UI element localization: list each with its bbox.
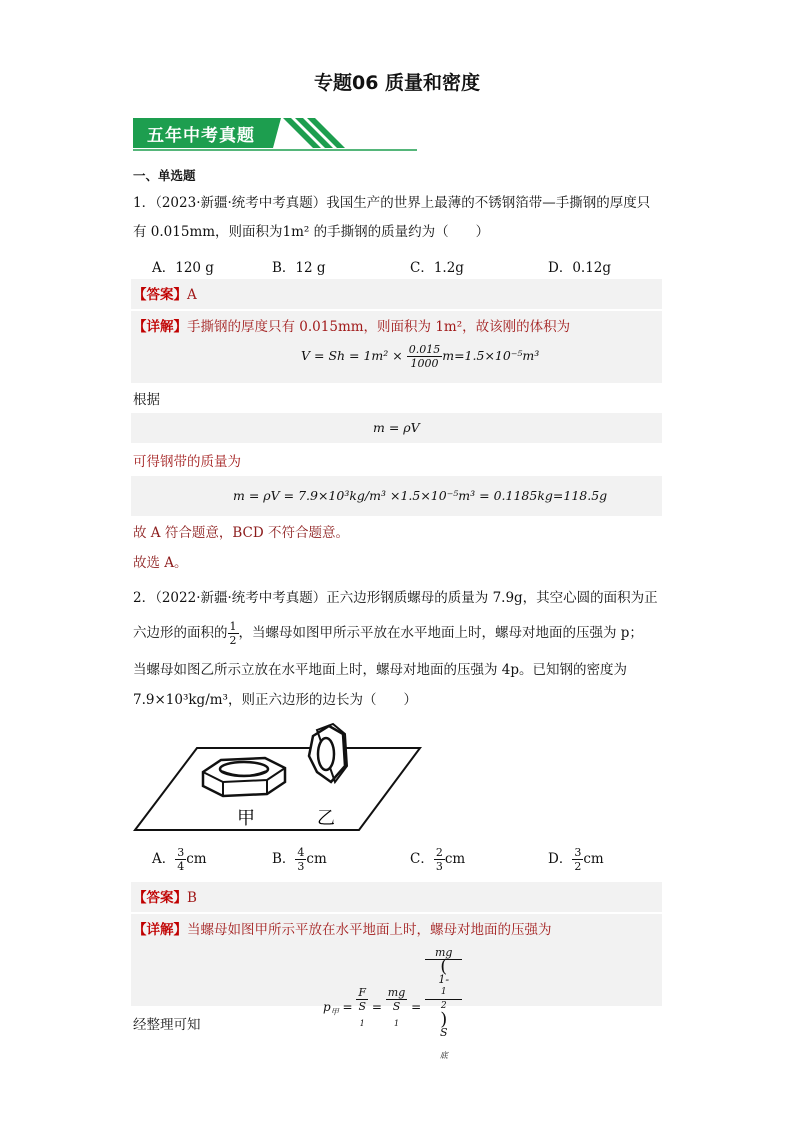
detail-tag: 【详解】: [133, 319, 187, 335]
q1-conclusion: 故 A 符合题意，BCD 不符合题意。: [133, 525, 349, 541]
detail-text: 当螺母如图甲所示平放在水平地面上时，螺母对地面的压强为: [187, 922, 552, 938]
q2-option-b: B． $\frac{4}{3}$ cm: [272, 846, 327, 873]
q2-option-d: D． $\frac{3}{2}$ cm: [548, 846, 604, 873]
formula-fraction: $\frac{0.015}{1000}$: [408, 343, 441, 370]
label-yi: 乙: [317, 808, 335, 829]
q1-stem-line1: 1．（2023·新疆·统考中考真题）我国生产的世界上最薄的不锈钢箔带—手撕钢的厚度只: [133, 195, 651, 211]
q2-formula-pressure: $p_甲$ = F S $_1$ = mg S $_1$ = mg ( 1- 1 2 ) S $_底$: [323, 946, 462, 1069]
detail-tag: 【详解】: [133, 922, 187, 938]
nut-figure: [133, 722, 423, 834]
q1-stem-line2: 有 0.015mm，则面积为1m² 的手撕钢的质量约为（ ）: [133, 224, 490, 240]
q2-stem-line2: 六边形的面积的 $\frac{1}{2}$ ，当螺母如图甲所示平放在水平地面上时，螺母对地面的压强为 p；: [133, 620, 643, 647]
formula-lhs: V = Sh = 1m² ×: [301, 348, 403, 363]
q1-formula-mass: m = ρV: [373, 420, 420, 435]
q1-detail: [133, 317, 570, 337]
banner-text: 五年中考真题: [147, 126, 255, 146]
answer-value: A: [187, 287, 197, 303]
q1-option-c: C．1.2g: [410, 260, 464, 276]
formula-rhs: m=1.5×10⁻⁵m³: [442, 348, 540, 363]
q1-kede: 可得钢带的质量为: [133, 454, 241, 470]
q2-detail: [133, 920, 552, 940]
upright-nut-icon: [309, 724, 347, 782]
q1-choose: 故选 A。: [133, 555, 188, 571]
page-title: 专题06 质量和密度: [313, 72, 481, 94]
answer-tag: 【答案】: [133, 890, 187, 906]
q2-answer: [133, 888, 197, 908]
q2-stem-line4: 7.9×10³kg/m³，则正六边形的边长为（ ）: [133, 692, 417, 708]
answer-value: B: [187, 890, 197, 906]
q2-option-a: A． $\frac{3}{4}$ cm: [152, 846, 207, 873]
q2-after: 经整理可知: [133, 1017, 201, 1033]
detail-text: 手撕钢的厚度只有 0.015mm，则面积为 1m²，故该刚的体积为: [187, 319, 571, 335]
q2-stem-line1: 2．（2022·新疆·统考中考真题）正六边形钢质螺母的质量为 7.9g，其空心圆的面积为正: [133, 590, 658, 606]
q1-option-a: A．120 g: [152, 260, 214, 276]
q1-formula-volume: [301, 343, 539, 370]
section-banner: [133, 115, 417, 151]
q1-genju: 根据: [133, 392, 160, 408]
q1-option-d: D．0.12g: [548, 260, 612, 276]
q1-option-b: B．12 g: [272, 260, 326, 276]
q1-formula-result: m = ρV = 7.9×10³kg/m³ ×1.5×10⁻⁵m³ = 0.1185kg=118.5g: [233, 488, 608, 503]
q1-answer: [133, 285, 197, 305]
q1-answer-box: [131, 279, 662, 309]
section-heading: 一、单选题: [133, 168, 196, 183]
label-jia: 甲: [237, 808, 255, 829]
half-fraction: $\frac{1}{2}$: [229, 620, 237, 647]
q2-stem-line3: 当螺母如图乙所示立放在水平地面上时，螺母对地面的压强为 4p。已知钢的密度为: [133, 662, 628, 678]
q2-answer-box: [131, 882, 662, 912]
q2-option-c: C． $\frac{2}{3}$ cm: [410, 846, 466, 873]
flat-nut-icon: [203, 758, 285, 796]
answer-tag: 【答案】: [133, 287, 187, 303]
